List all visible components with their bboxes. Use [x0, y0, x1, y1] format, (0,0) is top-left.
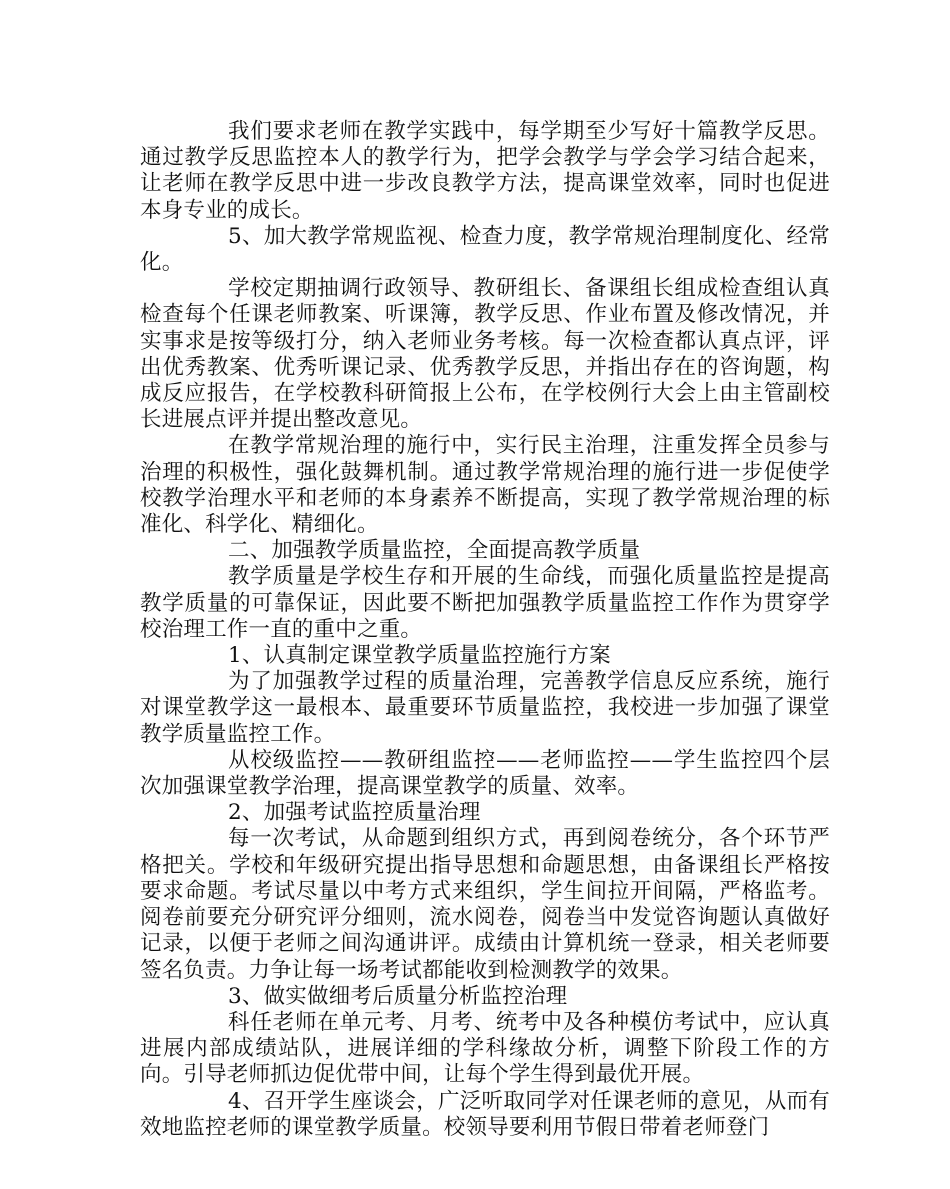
paragraph-heading-2: 2、加强考试监控质量治理 — [228, 800, 481, 826]
paragraph-routine-management: 在教学常规治理的施行中，实行民主治理，注重发挥全员参与治理的积极性，强化鼓舞机制。通过教学常规治理的施行进一步促使学校教学治理水平和老师的本身素养不断提高，实现了教学常规治理的标准化、科学化、精细化。 — [140, 433, 830, 538]
paragraph-heading-5: 5、加大教学常规监视、检查力度，教学常规治理制度化、经常化。 — [140, 223, 830, 276]
paragraph-quality-lifeline: 教学质量是学校生存和开展的生命线，而强化质量监控是提高教学质量的可靠保证，因此要不断把加强教学质量监控工作作为贯穿学校治理工作一直的重中之重。 — [140, 564, 830, 642]
paragraph-exam-control: 每一次考试，从命题到组织方式，再到阅卷统分，各个环节严格把关。学校和年级研究提出指导思想和命题思想，由备课组长严格按要求命题。考试尽量以中考方式来组织，学生间拉开间隔，严格监考。阅卷前要充分研究评分细则，流水阅卷，阅卷当中发觉咨询题认真做好记录，以便于老师之间沟通讲评。成绩由计算机统一登录，相关老师要签名负责。力争让每一场考试都能收到检测教学的效果。 — [140, 826, 830, 983]
paragraph-post-exam-analysis: 科任老师在单元考、月考、统考中及各种模仿考试中，应认真进展内部成绩站队，进展详细的学科缘故分析，调整下阶段工作的方向。引导老师抓边促优带中间，让每个学生得到最优开展。 — [140, 1009, 830, 1088]
section-heading-2: 二、加强教学质量监控，全面提高教学质量 — [228, 538, 641, 564]
paragraph-reflection: 我们要求老师在教学实践中，每学期至少写好十篇教学反思。通过教学反思监控本人的教学行为，把学会教学与学会学习结合起来，让老师在教学反思中进一步改良教学方法，提高课堂效率，同时也促进本身专业的成长。 — [140, 119, 830, 223]
paragraph-student-forum: 4、召开学生座谈会，广泛听取同学对任课老师的意见，从而有效地监控老师的课堂教学质量。校领导要利用节假日带着老师登门 — [140, 1088, 830, 1140]
paragraph-heading-3: 3、做实做细考后质量分析监控治理 — [228, 983, 568, 1009]
paragraph-classroom-monitoring: 为了加强教学过程的质量治理，完善教学信息反应系统，施行对课堂教学这一最根本、最重要环节质量监控，我校进一步加强了课堂教学质量监控工作。 — [140, 669, 830, 747]
paragraph-four-levels: 从校级监控——教研组监控——老师监控——学生监控四个层次加强课堂教学治理，提高课堂教学的质量、效率。 — [140, 747, 830, 800]
paragraph-heading-1: 1、认真制定课堂教学质量监控施行方案 — [228, 643, 611, 669]
paragraph-inspection: 学校定期抽调行政领导、教研组长、备课组长组成检查组认真检查每个任课老师教案、听课簿，教学反思、作业布置及修改情况，并实事求是按等级打分，纳入老师业务考核。每一次检查都认真点评，评出优秀教案、优秀听课记录、优秀教学反思，并指出存在的咨询题，构成反应报告，在学校教科研简报上公布，在学校例行大会上由主管副校长进展点评并提出整改意见。 — [140, 276, 830, 433]
document-body — [140, 119, 830, 1141]
